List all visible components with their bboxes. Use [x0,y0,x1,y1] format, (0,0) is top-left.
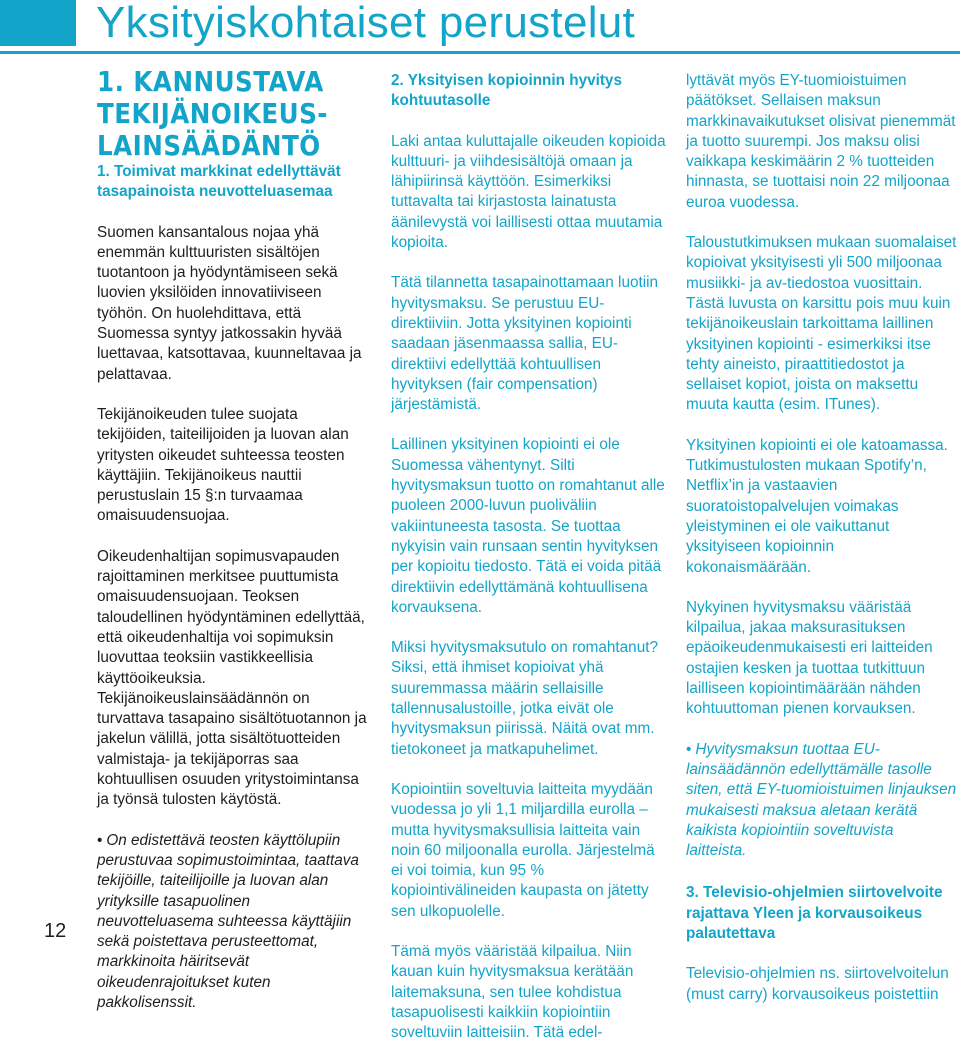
subheading-2: 2. Yksityisen kopioinnin hyvitys kohtuutasolle [391,72,622,110]
lead-paragraph: Tämä myös vääristää kilpailua. Niin kauan kuin hyvitysmaksua kerätään laitemaksuna, sen tulee kohdistua tasapuolisesti kaikkiin kopiointiin soveltuviin laitteisiin. Tätä edel- [391,942,634,1042]
lead-paragraph: Taloustutkimuksen mukaan suomalaiset kopioivat yksityisesti yli 500 miljoonaa musiikki- ja av-tiedostoa vuosittain. Tästä luvusta on karsittu pois muu kuin tekijänoikeuslain tarkoittama laillinen yksityinen kopiointi - esimerkiksi itse tehty aineisto, piraattitiedostot ja sellaiset kopiot, joista on maksettu muuta kautta (esim. ITunes). [686,234,957,414]
paragraph: Suomen kansantalous nojaa yhä enemmän kulttuuristen sisältöjen tuotantoon ja hyödyntämiseen sekä luovien yksilöiden innovatiiviseen työhön. On huolehdittava, että Suomessa syntyy jatkossakin hyvää luettavaa, katsottavaa, kuunneltavaa ja pelattavaa. [97,223,362,383]
paragraph: Oikeudenhaltijan sopimusvapauden rajoittaminen merkitsee puuttumista omaisuudensuojaan. Teoksen taloudellinen hyödyntäminen edellyttää, että oikeudenhaltija voi sopimuksin luovuttaa teoksiin vastikkeellisia käyttöoikeuksia. Tekijänoikeuslainsäädännön on turvattava tasapaino sisältötuotannon ja jakelun välillä, jotta sisältötuotteiden valmistaja- ja tekijäporras saa kohtuullisen osuuden yritystoimintansa ja työnsä tulosten käytöstä. [97,547,367,809]
bullet-text: On edistettävä teosten käyttölupiin perustuvaa sopimustoimintaa, taattava tekijöille, taiteilijoille ja luovan alan yrityksille tasapuolinen neuvotteluasema suhteessa käyttäjiin sekä poistettava perusteettomat, markkinoita häiritsevät oikeudenrajoitukset kuten pakkolisenssit. [97,831,359,1011]
column-2 [391,71,666,1043]
lead-paragraph: Laillinen yksityinen kopiointi ei ole Suomessa vähentynyt. Silti hyvitysmaksun tuotto on romahtanut alle puoleen 2000-luvun puoliväliin vakiintuneesta tasosta. Se tuottaa nykyisin vain runsaan sentin hyvityksen per kopioitu tiedosto. Tätä ei voida pitää direktiivin edellyttämänä kohtuullisena korvauksena. [391,436,665,616]
column-3 [686,71,958,1005]
subheading-3: 3. Televisio-ohjelmien siirtovelvoite rajattava Yleen ja korvausoikeus palautettava [686,884,943,942]
lead-paragraph: Televisio-ohjelmien ns. siirtovelvoitelun (must carry) korvausoikeus poistettiin [686,965,949,1003]
page-number: 12 [44,920,67,942]
lead-paragraph: Yksityinen kopiointi ei ole katoamassa. Tutkimustulosten mukaan Spotify’n, Netflix’in ja vastaavien suoratoistopalvelujen voimakas yleistyminen ei ole vaikuttanut yksityiseen kopioinnin kokonaismäärään. [686,436,948,576]
bullet-item [97,831,369,1014]
bullet-item [686,740,958,862]
header-accent-square [0,0,76,46]
bullet-text: Hyvitysmaksun tuottaa EU-lainsäädännön edellyttämälle tasolle siten, että EY-tuomioistuimen linjauksen mukaisesti maksua aletaan kerätä kaikista kopiointiin soveltuvista laitteista. [686,740,957,860]
bullet-dot: • [97,831,103,849]
lead-paragraph: lyttävät myös EY-tuomioistuimen päätökset. Sellaisen maksun markkinavaikutukset olisivat pienemmät ja tuotto suurempi. Jos maksu olisi vaikkapa keskimäärin 2 % tuotteiden hinnasta, se tuottaisi noin 22 miljoonaa euroa vuodessa. [686,72,956,211]
page-title: Yksityiskohtaiset perustelut [96,0,636,47]
lead-paragraph: Laki antaa kuluttajalle oikeuden kopioida kulttuuri- ja viihdesisältöjä omaan ja lähipiirinsä käyttöön. Esimerkiksi tuttavalta tai kirjastosta lainatusta äänilevystä voi laillisesti ottaa muutamia kopioita. [391,132,666,252]
lead-paragraph: Nykyinen hyvitysmaksu vääristää kilpailua, jakaa maksurasituksen epäoikeudenmukaisesti eri laitteiden ostajien kesken ja tuottaa tutkittuun lailliseen kopiointimäärään nähden kohtuuttoman pienen korvauksen. [686,598,933,718]
lead-paragraph: Miksi hyvitysmaksutulo on romahtanut? Siksi, että ihmiset kopioivat yhä suuremmassa määrin sellaisille tallennusalustoille, jotka eivät ole hyvitysmaksun piirissä. Näitä ovat mm. tietokoneet ja matkapuhelimet. [391,639,658,758]
lead-paragraph: Kopiointiin soveltuvia laitteita myydään vuodessa jo yli 1,1 miljardilla eurolla – mutta hyvitysmaksullisia laitteita vain noin 60 miljoonalla eurolla. Järjestelmä ei voi toimia, kun 95 % kopiointivälineiden kaupasta on jätetty sen ulkopuolelle. [391,780,655,920]
subheading-1: 1. Toimivat markkinat edellyttävät tasapainoista neuvotteluasemaa [97,163,341,201]
header-rule [0,51,960,54]
lead-paragraph: Tätä tilannetta tasapainottamaan luotiin hyvitysmaksu. Se perustuu EU-direktiiviin. Jotta yksityinen kopiointi saadaan jäsenmaassa sallia, EU-direktiivi edellyttää kohtuullisen hyvityksen (fair compensation) järjestämistä. [391,274,659,414]
section-heading: 1. KANNUSTAVA TEKIJÄNOIKEUS-LAINSÄÄDÄNTÖ [97,65,328,162]
bullet-dot: • [686,740,692,758]
column-1 [97,66,369,1013]
paragraph: Tekijänoikeuden tulee suojata tekijöiden, taiteilijoiden ja luovan alan yritysten oikeudet suhteessa teosten käyttäjiin. Tekijänoikeus nauttii perustuslain 15 §:n turvaamaa omaisuudensuojaa. [97,405,349,525]
